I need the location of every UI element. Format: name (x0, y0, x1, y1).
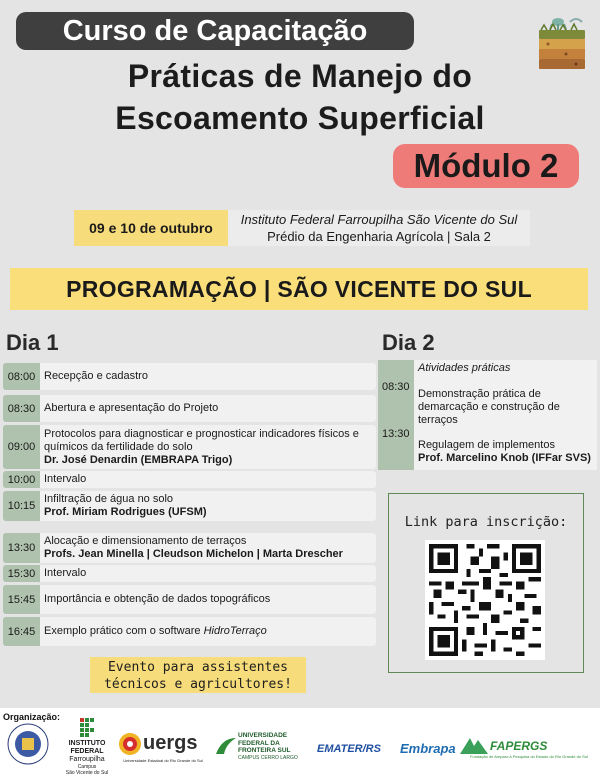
schedule-description (40, 617, 376, 646)
day1-title: Dia 1 (6, 330, 59, 355)
schedule-time: 10:00 (3, 471, 40, 488)
iff-logo-line: Campus (77, 764, 97, 770)
program-banner: PROGRAMAÇÃO | SÃO VICENTE DO SUL (10, 268, 588, 310)
schedule-text: Intervalo (40, 471, 376, 488)
fapergs-logo-icon (460, 738, 488, 754)
schedule-row (3, 585, 376, 614)
day2-activity: Demonstração prática de demarcação e construção de terraços (418, 388, 560, 426)
schedule-time: 15:30 (3, 565, 40, 582)
day2-block (378, 360, 597, 470)
uffs-logo-line: UNIVERSIDADE (238, 732, 288, 739)
schedule-text: Protocolos para diagnosticar e prognosticar indicadores físicos e químicos da fertilidade do solo (44, 427, 359, 453)
course-label: Curso de Capacitação (16, 12, 414, 50)
embrapa-logo-text: Embrapa (400, 741, 456, 756)
schedule-row (3, 425, 376, 469)
schedule-text: Infiltração de água no solo (44, 493, 174, 505)
venue-name: Prédio da Engenharia Agrícola | Sala 2 (267, 229, 491, 244)
iff-logo-icon (80, 718, 94, 738)
schedule-speaker: Dr. José Denardin (EMBRAPA Trigo) (44, 453, 233, 466)
uergs-logo-sub: Universidade Estadual do Rio Grande do Sul (123, 758, 203, 763)
event-note-line: técnicos e agricultores! (104, 677, 292, 692)
uffs-logo-line: FRONTEIRA SUL (238, 747, 291, 754)
iff-logo-line: Farroupilha (69, 756, 105, 763)
day2-times (378, 360, 414, 470)
event-dates: 09 e 10 de outubro (74, 210, 228, 246)
event-location (228, 210, 530, 246)
day2-title: Dia 2 (382, 330, 435, 355)
module-badge: Módulo 2 (393, 144, 579, 188)
iff-logo-line: FEDERAL (70, 748, 104, 755)
schedule-time: 16:45 (3, 617, 40, 646)
uffs-logo-icon (214, 734, 238, 758)
event-note (90, 657, 306, 693)
schedule-speaker: Prof. Miriam Rodrigues (UFSM) (44, 506, 207, 518)
schedule-time: 08:30 (382, 381, 410, 393)
uffs-logo-line: CAMPUS CERRO LARGO (238, 754, 298, 761)
schedule-text: Importância e obtenção de dados topográficos (40, 585, 376, 614)
registration-label: Link para inscrição: (404, 514, 568, 530)
qr-code-icon[interactable] (425, 540, 545, 660)
iff-logo-line: INSTITUTO (68, 740, 106, 747)
schedule-row (3, 363, 376, 390)
schedule-time: 10:15 (3, 491, 40, 521)
uergs-logo-icon (118, 732, 142, 756)
day2-activity: Regulagem de implementos (418, 439, 555, 451)
schedule-text: Alocação e dimensionamento de terraços (44, 535, 247, 547)
schedule-time: 08:30 (3, 395, 40, 422)
schedule-text: Abertura e apresentação do Projeto (40, 395, 376, 422)
day2-speaker: Prof. Marcelino Knob (IFFar SVS) (418, 452, 591, 464)
organizers-strip (0, 708, 600, 777)
title-line-1: Práticas de Manejo do (127, 58, 473, 94)
software-name: HidroTerraço (203, 625, 267, 637)
title-line-2: Escoamento Superficial (115, 100, 485, 136)
uffs-logo-text (238, 732, 314, 762)
organizers-label: Organização: (3, 712, 61, 722)
ufsm-seal-icon (6, 722, 50, 766)
iff-logo-line: São Vicente do Sul (65, 770, 109, 776)
schedule-row (3, 617, 376, 646)
uffs-logo-line: FEDERAL DA (238, 739, 280, 747)
schedule-time: 13:30 (3, 533, 40, 563)
schedule-speaker: Profs. Jean Minella | Cleudson Michelon | Marta Drescher (44, 548, 343, 560)
day2-description (414, 360, 597, 470)
institution-name: Instituto Federal Farroupilha São Vicente do Sul (240, 212, 518, 227)
emater-logo-text: EMATER/RS (317, 743, 381, 755)
schedule-time: 15:45 (3, 585, 40, 614)
schedule-row (3, 471, 376, 488)
schedule-time: 09:00 (3, 425, 40, 469)
schedule-description (40, 425, 376, 469)
schedule-row (3, 395, 376, 422)
schedule-time: 13:30 (382, 428, 410, 440)
schedule-text: Exemplo prático com o software (44, 625, 204, 637)
schedule-text: Recepção e cadastro (40, 363, 376, 390)
iff-logo-text (58, 740, 116, 776)
schedule-description (40, 491, 376, 521)
schedule-row (3, 491, 376, 521)
fapergs-logo-sub: Fundação de Amparo à Pesquisa do Estado do Rio Grande do Sul (470, 754, 588, 759)
schedule-description (40, 533, 376, 563)
schedule-row (3, 533, 376, 563)
day2-header: Atividades práticas (418, 362, 511, 374)
event-note-line: Evento para assistentes (107, 660, 288, 675)
schedule-row (3, 565, 376, 582)
schedule-time: 08:00 (3, 363, 40, 390)
uergs-logo-text: uergs (143, 732, 198, 754)
fapergs-logo-text: FAPERGS (490, 739, 548, 753)
schedule-text: Intervalo (40, 565, 376, 582)
